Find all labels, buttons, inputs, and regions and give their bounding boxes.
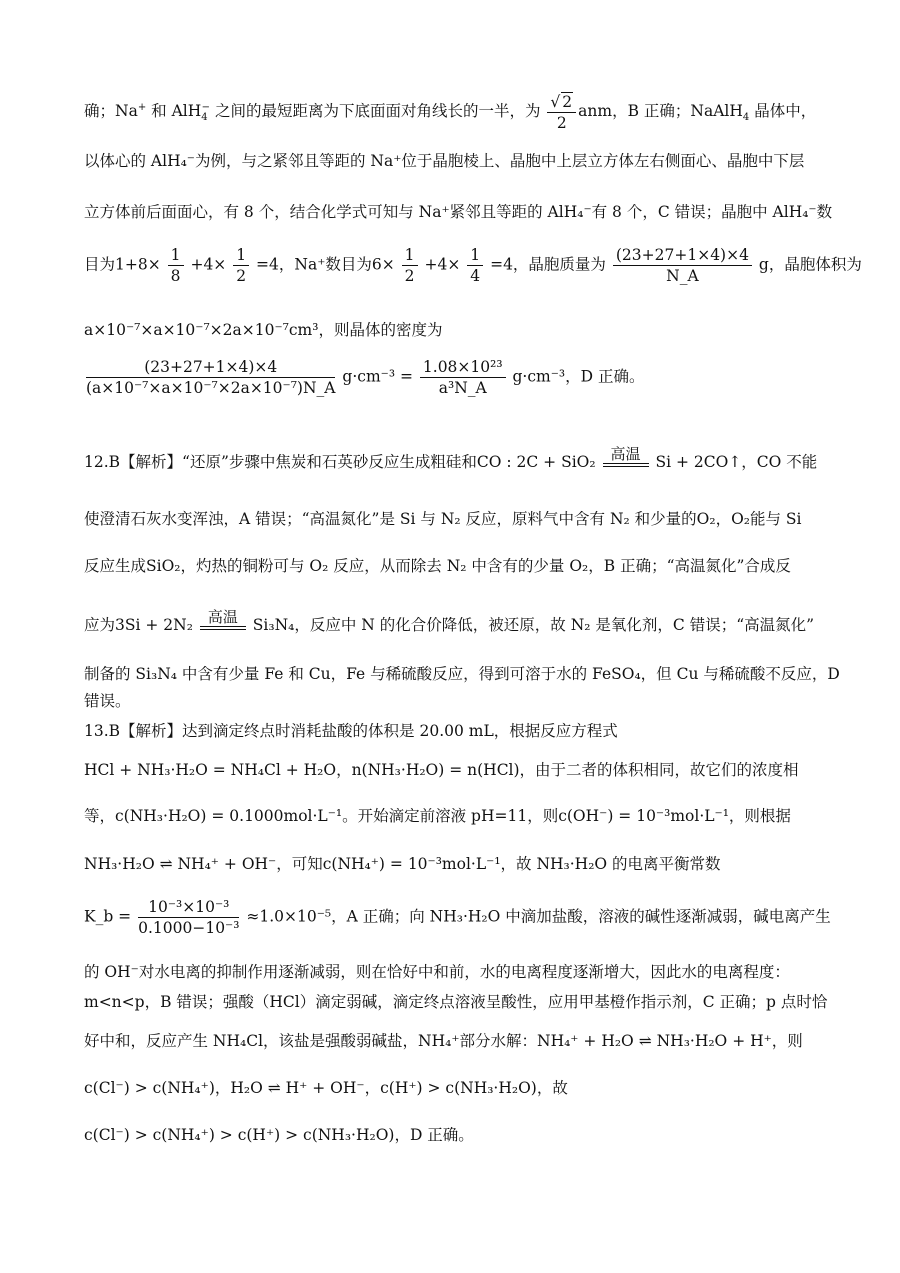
- q13-line-7: m<n<p，B 错误；强酸（HCl）滴定弱碱，滴定终点溶液呈酸性，应用甲基橙作指示剂，C 正确；p 点时恰: [84, 993, 828, 1011]
- density-formula: $\frac{(23+27+1\times 4)\times 4}{\text{(a×10⁻⁷×a×10⁻⁷×2a×10⁻⁷)N\_A}}$ g·cm⁻³ = $\frac{\text{1.08×10²³}}{\text{a³N\_A}}$ g·cm⁻³，D 正确。: [86, 358, 645, 397]
- q12-line-2: 使澄清石灰水变浑浊，A 错误；“高温氮化”是 Si 与 N₂ 反应，原料气中含有 N₂ 和少量的O₂，O₂能与 Si: [84, 510, 802, 528]
- q12-line-3: 反应生成SiO₂，灼热的铜粉可与 O₂ 反应，从而除去 N₂ 中含有的少量 O₂，B 正确；“高温氮化”合成反: [84, 557, 791, 575]
- frac-1-2: $\frac{1}{2}$: [233, 246, 249, 285]
- q13-line-9: c(Cl⁻) > c(NH₄⁺)，H₂O ⇌ H⁺ + OH⁻，c(H⁺) > c(NH₃·H₂O)，故: [84, 1079, 568, 1097]
- q13-line-10: c(Cl⁻) > c(NH₄⁺) > c(H⁺) > c(NH₃·H₂O)，D 正确。: [84, 1126, 474, 1144]
- line-5: a×10⁻⁷×a×10⁻⁷×2a×10⁻⁷cm³，则晶体的密度为: [84, 321, 443, 339]
- q13-line-4: NH₃·H₂O ⇌ NH₄⁺ + OH⁻，可知c(NH₄⁺) = 10⁻³mol·L⁻¹，故 NH₃·H₂O 的电离平衡常数: [84, 855, 721, 873]
- q13-line-2: HCl + NH₃·H₂O = NH₄Cl + H₂O，n(NH₃·H₂O) = n(HCl)，由于二者的体积相同，故它们的浓度相: [84, 761, 799, 779]
- line-3: 立方体前后面面心，有 8 个，结合化学式可知与 Na⁺紧邻且等距的 AlH₄⁻有 8 个，C 错误；晶胞中 AlH₄⁻数: [84, 203, 833, 221]
- q13-line-1: 13.B【解析】达到滴定终点时消耗盐酸的体积是 20.00 mL，根据反应方程式: [84, 722, 618, 740]
- line-4: 目为1+8× $\frac{1}{8}$ +4× $\frac{1}{2}$ =4，Na⁺数目为6× $\frac{1}{2}$ +4× $\frac{1}{4}$ =4，晶胞质量为 $\frac{(23+27+1\times 4)\times 4}{N\_A}$ g，晶胞体积为: [84, 246, 862, 285]
- q13-line-3: 等，c(NH₃·H₂O) = 0.1000mol·L⁻¹。开始滴定前溶液 pH=11，则c(OH⁻) = 10⁻³mol·L⁻¹，则根据: [84, 807, 791, 825]
- frac-1-4: $\frac{1}{4}$: [467, 246, 483, 285]
- cell-mass-fraction: $\frac{(23+27+1\times 4)\times 4}{N\_A}$: [613, 246, 752, 285]
- density-fraction-2: $\frac{\text{1.08×10²³}}{\text{a³N\_A}}$: [420, 358, 506, 397]
- q13-line-8: 好中和，反应产生 NH₄Cl，该盐是强酸弱碱盐，NH₄⁺部分水解：NH₄⁺ + H₂O ⇌ NH₃·H₂O + H⁺，则: [84, 1032, 803, 1050]
- q13-kb-line: K_b = $\frac{\text{10⁻³×10⁻³}}{\text{0.1000−10⁻³}}$ ≈1.0×10⁻⁵，A 正确；向 NH₃·H₂O 中滴加盐酸，溶液的碱性逐渐减弱，碱电离产生: [84, 898, 831, 937]
- frac-1-2b: $\frac{1}{2}$: [402, 246, 418, 285]
- q13-line-6: 的 OH⁻对水电离的抑制作用逐渐减弱，则在恰好中和前，水的电离程度逐渐增大，因此水的电离程度：: [84, 963, 790, 981]
- frac-1-8: $\frac{1}{8}$: [168, 246, 184, 285]
- high-temp-arrow-2: 高温: [200, 608, 246, 644]
- q12-line-5: 制备的 Si₃N₄ 中含有少量 Fe 和 Cu，Fe 与稀硫酸反应，得到可溶于水的 FeSO₄，但 Cu 与稀硫酸不反应，D: [84, 665, 840, 683]
- q12-line-1: 12.B【解析】“还原”步骤中焦炭和石英砂反应生成粗硅和CO : 2C + SiO₂ 高温 Si + 2CO↑，CO 不能: [84, 445, 860, 481]
- high-temp-arrow: 高温: [603, 445, 649, 481]
- density-fraction: $\frac{(23+27+1\times 4)\times 4}{\text{(a×10⁻⁷×a×10⁻⁷×2a×10⁻⁷)N\_A}}$: [86, 358, 336, 397]
- q12-line-4: 应为3Si + 2N₂ 高温 Si₃N₄，反应中 N 的化合价降低，被还原，故 N₂ 是氧化剂，C 错误；“高温氮化”: [84, 608, 860, 644]
- kb-fraction: $\frac{\text{10⁻³×10⁻³}}{\text{0.1000−10⁻³}}$: [138, 898, 240, 937]
- line-1: 确；Na+ 和 AlH$_4$− 之间的最短距离为下底面面对角线长的一半，为 $\frac{√ 2}{2}$ anm，B 正确；NaAlH$_4$ 晶体中，: [84, 93, 817, 132]
- line-2: 以体心的 AlH₄⁻为例，与之紧邻且等距的 Na⁺位于晶胞棱上、晶胞中上层立方体左右侧面心、晶胞中下层: [84, 152, 805, 170]
- sqrt2-over-2: $\frac{√ 2}{2}$: [547, 92, 576, 132]
- q12-line-6: 错误。: [84, 692, 131, 710]
